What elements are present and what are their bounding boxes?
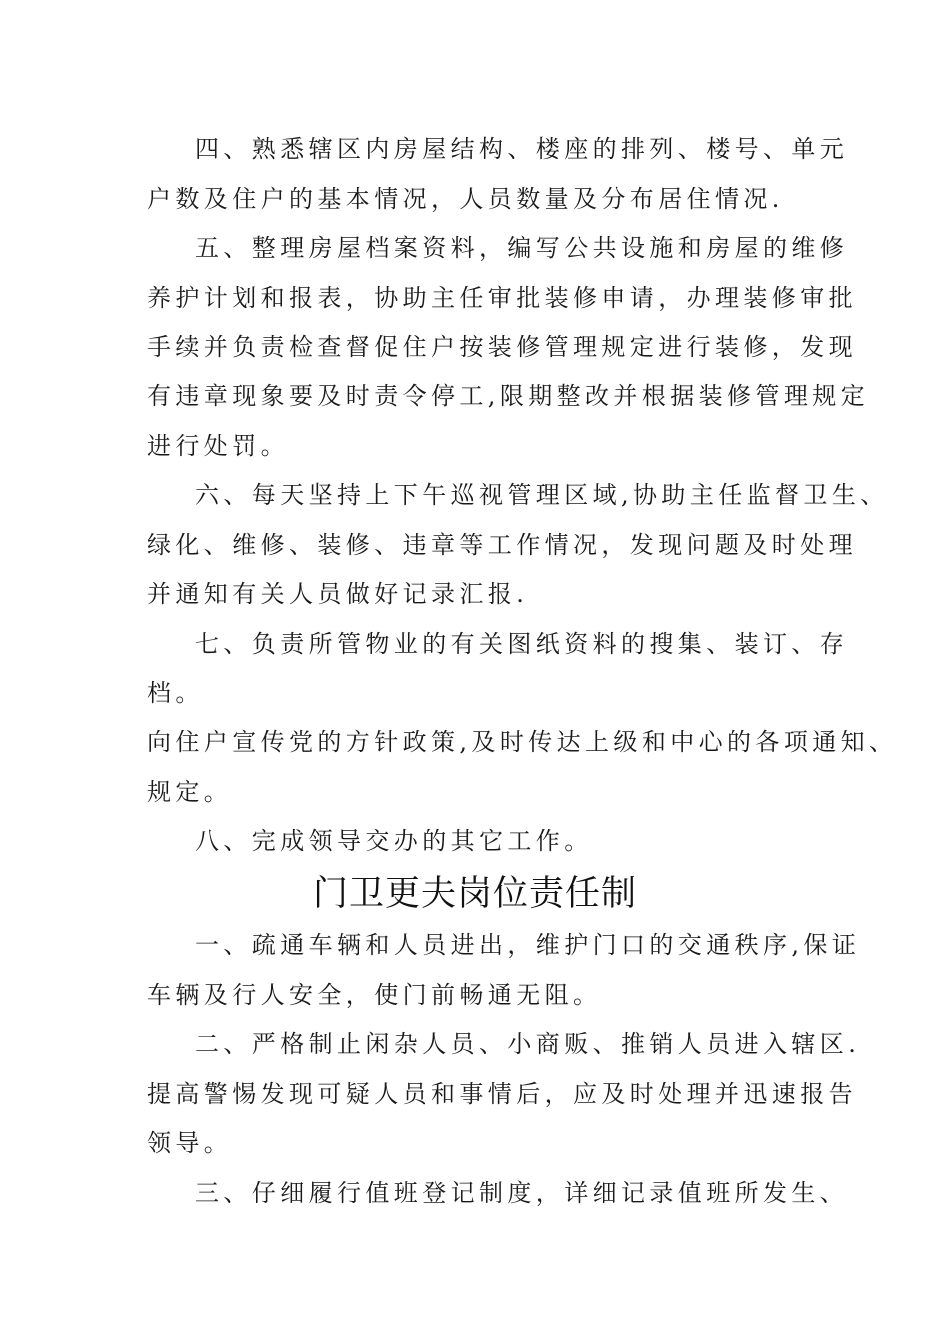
paragraph-5-line-5: 进行处罚。	[147, 432, 289, 460]
paragraph-4-line-1: 四、熟悉辖区内房屋结构、楼座的排列、楼号、单元	[195, 135, 849, 163]
paragraph-5-line-4: 有违章现象要及时责令停工,限期整改并根据装修管理规定	[147, 382, 870, 410]
section-title: 门卫更夫岗位责任制	[312, 874, 637, 914]
paragraph-5-line-3: 手续并负责检查督促住户按装修管理规定进行装修，发现	[147, 333, 857, 361]
gate-item-3-line-1: 三、仔细履行值班登记制度，详细记录值班所发生、	[195, 1179, 849, 1207]
paragraph-7-line-1: 七、负责所管物业的有关图纸资料的搜集、装订、存	[195, 630, 849, 658]
gate-item-2-line-2: 提高警惕发现可疑人员和事情后，应及时处理并迅速报告	[147, 1080, 857, 1108]
paragraph-6-line-2: 绿化、维修、装修、违章等工作情况，发现问题及时处理	[147, 531, 857, 559]
paragraph-4-line-2: 户数及住户的基本情况，人员数量及分布居住情况.	[147, 185, 784, 213]
gate-item-1-line-1: 一、疏通车辆和人员进出，维护门口的交通秩序,保证	[195, 931, 861, 959]
paragraph-8-line-1: 八、完成领导交办的其它工作。	[195, 827, 593, 855]
paragraph-extra-line-2: 规定。	[147, 778, 233, 806]
gate-item-2-line-3: 领导。	[147, 1129, 233, 1157]
paragraph-5-line-1: 五、整理房屋档案资料，编写公共设施和房屋的维修	[195, 234, 849, 262]
paragraph-extra-line-1: 向住户宣传党的方针政策,及时传达上级和中心的各项通知、	[147, 728, 898, 756]
gate-item-1-line-2: 车辆及行人安全，使门前畅通无阻。	[147, 981, 602, 1009]
gate-item-2-line-1: 二、严格制止闲杂人员、小商贩、推销人员进入辖区.	[195, 1030, 861, 1058]
paragraph-6-line-3: 并通知有关人员做好记录汇报.	[147, 580, 529, 608]
paragraph-6-line-1: 六、每天坚持上下午巡视管理区域,协助主任监督卫生、	[195, 481, 889, 509]
paragraph-5-line-2: 养护计划和报表，协助主任审批装修申请，办理装修审批	[147, 284, 857, 312]
paragraph-7-line-2: 档。	[147, 679, 204, 707]
